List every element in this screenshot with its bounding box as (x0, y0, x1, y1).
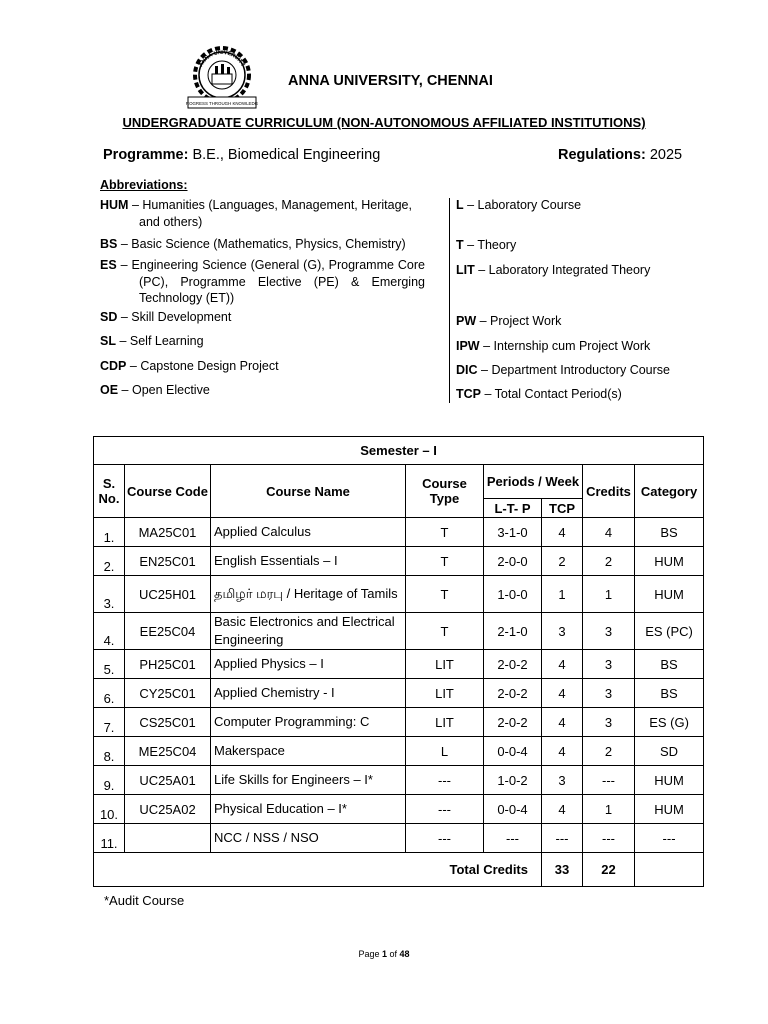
cell-category: BS (635, 650, 704, 679)
programme-line (103, 147, 380, 163)
abbr-lit: LIT – Laboratory Integrated Theory (456, 263, 651, 277)
abbr-code: LIT (456, 263, 475, 277)
table-row (94, 613, 704, 650)
cell-credits: 3 (583, 650, 635, 679)
abbr-text: Total Contact Period(s) (494, 387, 622, 401)
cell-sno: 10. (94, 795, 125, 824)
cell-credits: 2 (583, 737, 635, 766)
cell-course-name: Life Skills for Engineers – I* (211, 766, 406, 795)
cell-credits: 3 (583, 613, 635, 650)
header-course-name: Course Name (211, 465, 406, 518)
table-row (94, 824, 704, 853)
abbr-dic: DIC – Department Introductory Course (456, 363, 670, 377)
cell-course-name: Makerspace (211, 737, 406, 766)
cell-course-code: EE25C04 (125, 613, 211, 650)
cell-category: SD (635, 737, 704, 766)
cell-sno: 2. (94, 547, 125, 576)
programme-value: B.E., Biomedical Engineering (192, 147, 381, 163)
cell-course-type: T (406, 576, 484, 613)
semester-title: Semester – I (94, 437, 704, 465)
header-credits: Credits (583, 465, 635, 518)
cell-credits: 4 (583, 518, 635, 547)
cell-credits: 3 (583, 679, 635, 708)
page-of: of (389, 949, 398, 959)
cell-tcp: 1 (542, 576, 583, 613)
abbr-text: Humanities (Languages, Management, Heritage, and others) (139, 198, 412, 229)
cell-course-code: ME25C04 (125, 737, 211, 766)
cell-tcp: --- (542, 824, 583, 853)
abbr-oe: OE – Open Elective (100, 383, 210, 397)
table-row (94, 547, 704, 576)
cell-tcp: 2 (542, 547, 583, 576)
abbr-sl: SL – Self Learning (100, 334, 204, 348)
table-row (94, 737, 704, 766)
cell-sno: 8. (94, 737, 125, 766)
abbr-text: Engineering Science (General (G), Programme Core (PC), Programme Elective (PE) & Emerging Technology (ET)) (131, 258, 425, 305)
audit-note: *Audit Course (104, 893, 185, 908)
semester-table (93, 436, 704, 887)
total-category-empty (635, 853, 704, 887)
total-credits: 22 (583, 853, 635, 887)
regulations-value: 2025 (649, 147, 683, 163)
cell-credits: 2 (583, 547, 635, 576)
cell-tcp: 4 (542, 679, 583, 708)
cell-course-code: UC25H01 (125, 576, 211, 613)
abbr-text: Laboratory Integrated Theory (488, 263, 651, 277)
abbr-text: Open Elective (131, 383, 210, 397)
cell-tcp: 4 (542, 708, 583, 737)
table-row (94, 518, 704, 547)
page-prefix: Page (358, 949, 380, 959)
abbr-text: Self Learning (129, 334, 204, 348)
cell-ltp: 2-0-2 (484, 650, 542, 679)
abbr-bs: BS – Basic Science (Mathematics, Physics, Chemistry) (100, 237, 406, 251)
cell-course-code: EN25C01 (125, 547, 211, 576)
cell-course-code: CY25C01 (125, 679, 211, 708)
cell-tcp: 4 (542, 650, 583, 679)
abbr-text: Department Introductory Course (491, 363, 670, 377)
abbr-code: TCP (456, 387, 481, 401)
cell-course-type: T (406, 613, 484, 650)
cell-course-type: --- (406, 795, 484, 824)
cell-course-type: LIT (406, 708, 484, 737)
abbr-code: T (456, 238, 464, 252)
cell-credits: --- (583, 766, 635, 795)
cell-sno: 6. (94, 679, 125, 708)
cell-credits: 3 (583, 708, 635, 737)
abbr-text: Laboratory Course (477, 198, 582, 212)
abbr-code: ES (100, 258, 117, 272)
cell-course-type: T (406, 518, 484, 547)
total-row (94, 853, 704, 887)
page-current: 1 (381, 949, 387, 959)
cell-ltp: 0-0-4 (484, 737, 542, 766)
abbr-hum: HUM – Humanities (Languages, Management, Heritage, and others) (100, 198, 412, 229)
cell-tcp: 4 (542, 737, 583, 766)
page-number (0, 949, 768, 959)
abbr-code: OE (100, 383, 119, 397)
cell-sno: 4. (94, 613, 125, 650)
cell-ltp: 1-0-0 (484, 576, 542, 613)
cell-ltp: --- (484, 824, 542, 853)
cell-course-name: Applied Chemistry - I (211, 679, 406, 708)
abbreviations-heading: Abbreviations: (100, 178, 188, 192)
cell-sno: 5. (94, 650, 125, 679)
abbr-code: SL (100, 334, 116, 348)
cell-sno: 11. (94, 824, 125, 853)
cell-course-name: Applied Calculus (211, 518, 406, 547)
cell-course-name: Basic Electronics and Electrical Engineering (211, 613, 406, 650)
cell-category: HUM (635, 795, 704, 824)
cell-category: BS (635, 679, 704, 708)
table-row (94, 766, 704, 795)
abbr-ipw: IPW – Internship cum Project Work (456, 339, 651, 353)
cell-sno: 9. (94, 766, 125, 795)
cell-ltp: 1-0-2 (484, 766, 542, 795)
cell-course-name: NCC / NSS / NSO (211, 824, 406, 853)
cell-course-code: UC25A02 (125, 795, 211, 824)
cell-tcp: 3 (542, 766, 583, 795)
cell-course-code (125, 824, 211, 853)
abbr-code: HUM (100, 198, 129, 212)
cell-credits: 1 (583, 795, 635, 824)
curriculum-title: UNDERGRADUATE CURRICULUM (NON-AUTONOMOUS AFFILIATED INSTITUTIONS) (122, 115, 646, 130)
cell-course-type: --- (406, 824, 484, 853)
abbr-code: L (456, 198, 464, 212)
cell-course-code: UC25A01 (125, 766, 211, 795)
table-row (94, 679, 704, 708)
university-name: ANNA UNIVERSITY, CHENNAI (288, 73, 493, 89)
cell-category: ES (G) (635, 708, 704, 737)
cell-course-name: Physical Education – I* (211, 795, 406, 824)
abbr-tcp: TCP – Total Contact Period(s) (456, 387, 622, 401)
cell-course-name: Applied Physics – I (211, 650, 406, 679)
cell-category: HUM (635, 547, 704, 576)
abbr-cdp: CDP – Capstone Design Project (100, 359, 279, 373)
total-credits-label: Total Credits (94, 853, 542, 887)
abbr-code: PW (456, 314, 477, 328)
abbr-code: BS (100, 237, 118, 251)
abbr-sd: SD – Skill Development (100, 310, 232, 324)
table-row (94, 650, 704, 679)
cell-ltp: 2-0-0 (484, 547, 542, 576)
cell-category: ES (PC) (635, 613, 704, 650)
cell-sno: 1. (94, 518, 125, 547)
header-periods-week: Periods / Week (484, 465, 583, 499)
logo-arc-text: ANNA UNIVERSITY (198, 49, 246, 69)
header-ltp: L-T- P (484, 499, 542, 518)
cell-course-type: T (406, 547, 484, 576)
cell-tcp: 3 (542, 613, 583, 650)
abbr-es: ES – Engineering Science (General (G), Programme Core (PC), Programme Elective (PE) & Emerging Technology (ET)) (100, 258, 425, 305)
cell-category: --- (635, 824, 704, 853)
header-sno: S. No. (94, 465, 125, 518)
cell-ltp: 0-0-4 (484, 795, 542, 824)
table-row (94, 795, 704, 824)
abbr-text: Basic Science (Mathematics, Physics, Chemistry) (131, 237, 406, 251)
cell-credits: 1 (583, 576, 635, 613)
cell-tcp: 4 (542, 518, 583, 547)
cell-course-name: Computer Programming: C (211, 708, 406, 737)
cell-credits: --- (583, 824, 635, 853)
abbr-code: SD (100, 310, 118, 324)
cell-category: HUM (635, 766, 704, 795)
cell-ltp: 2-0-2 (484, 708, 542, 737)
programme-label: Programme: (103, 147, 189, 163)
abbr-l: L – Laboratory Course (456, 198, 582, 212)
logo-motto: PROGRESS THROUGH KNOWLEDGE (186, 101, 258, 106)
regulations-label: Regulations: (558, 147, 646, 163)
abbr-code: IPW (456, 339, 480, 353)
cell-category: HUM (635, 576, 704, 613)
cell-category: BS (635, 518, 704, 547)
abbreviations-divider (449, 198, 450, 403)
cell-course-code: CS25C01 (125, 708, 211, 737)
cell-course-type: LIT (406, 679, 484, 708)
university-logo (186, 44, 258, 112)
cell-course-type: LIT (406, 650, 484, 679)
abbr-t: T – Theory (456, 238, 517, 252)
cell-course-type: --- (406, 766, 484, 795)
abbr-text: Skill Development (131, 310, 232, 324)
header-category: Category (635, 465, 704, 518)
header-course-type: Course Type (406, 465, 484, 518)
abbr-text: Theory (477, 238, 517, 252)
cell-ltp: 2-0-2 (484, 679, 542, 708)
abbr-text: Internship cum Project Work (493, 339, 651, 353)
cell-course-type: L (406, 737, 484, 766)
abbr-text: Project Work (490, 314, 562, 328)
abbr-text: Capstone Design Project (140, 359, 279, 373)
table-row (94, 576, 704, 613)
cell-ltp: 3-1-0 (484, 518, 542, 547)
abbr-pw: PW – Project Work (456, 314, 562, 328)
header-tcp: TCP (542, 499, 583, 518)
cell-sno: 3. (94, 576, 125, 613)
cell-course-code: MA25C01 (125, 518, 211, 547)
cell-course-name: English Essentials – I (211, 547, 406, 576)
cell-ltp: 2-1-0 (484, 613, 542, 650)
header-course-code: Course Code (125, 465, 211, 518)
page-total: 48 (399, 949, 410, 959)
abbr-code: CDP (100, 359, 127, 373)
total-tcp: 33 (542, 853, 583, 887)
regulations-line (558, 147, 682, 163)
cell-course-code: PH25C01 (125, 650, 211, 679)
cell-course-name: தமிழர் மரபு / Heritage of Tamils (211, 576, 406, 613)
cell-tcp: 4 (542, 795, 583, 824)
abbr-code: DIC (456, 363, 478, 377)
table-row (94, 708, 704, 737)
cell-sno: 7. (94, 708, 125, 737)
